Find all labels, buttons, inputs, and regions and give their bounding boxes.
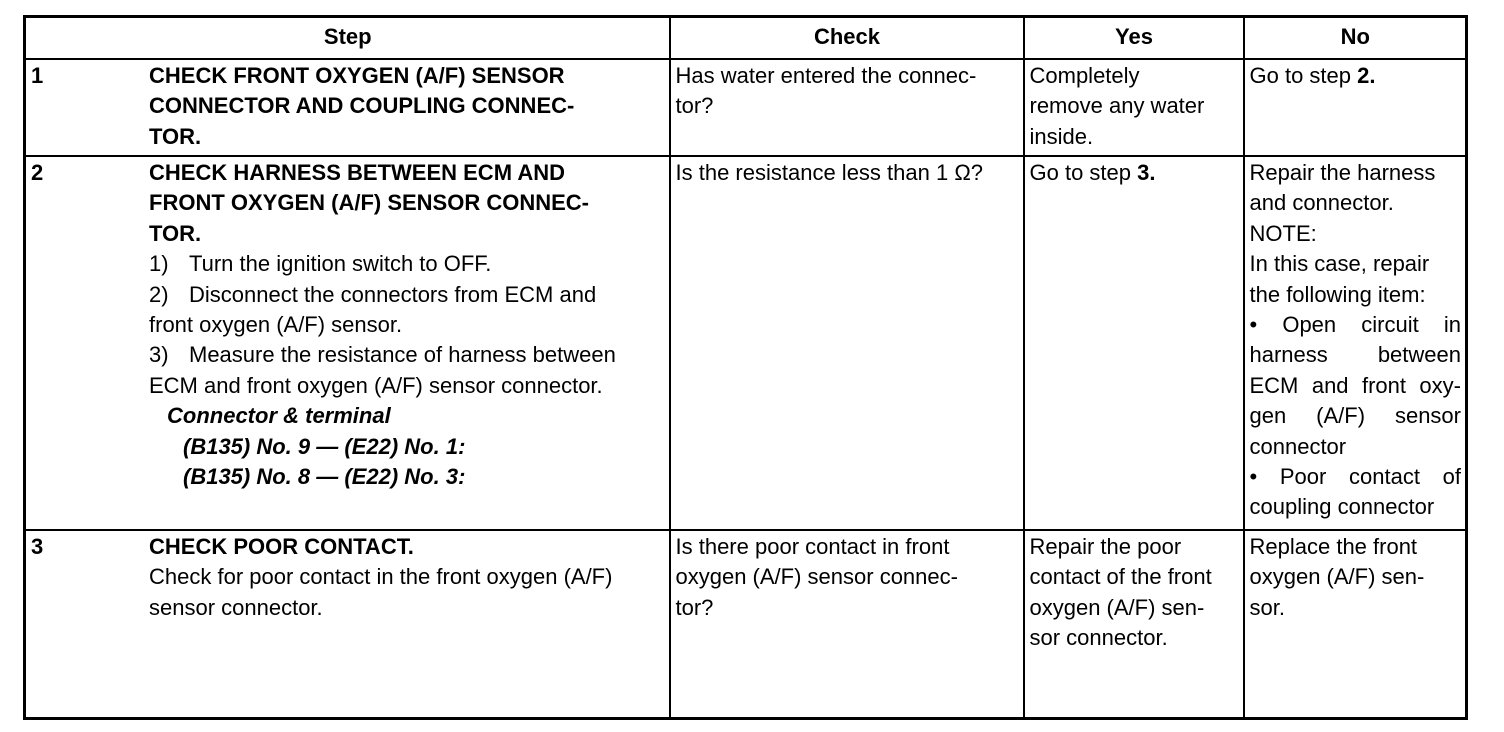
substep-text: Disconnect the connectors from ECM and: [189, 281, 597, 307]
note-line: the following item:: [1249, 281, 1426, 307]
no-suffix: .: [1369, 63, 1376, 88]
yes-line: oxygen (A/F) sen-: [1029, 594, 1205, 620]
note-line: In this case, repair: [1249, 251, 1430, 277]
no-cell: [1244, 530, 1467, 718]
step-reference: 3: [1137, 160, 1150, 185]
yes-suffix: .: [1149, 160, 1156, 185]
step-cell: [25, 59, 670, 156]
no-cell: [1244, 59, 1467, 156]
no-line: Repair the harness: [1249, 160, 1436, 185]
yes-line: contact of the front: [1029, 564, 1212, 590]
yes-cell: [1024, 530, 1244, 718]
substep-number: 2): [149, 281, 169, 307]
connector-terminal-title: Connector & terminal: [167, 403, 391, 429]
step-title: [149, 61, 665, 152]
step-title-line: FRONT OXYGEN (A/F) SENSOR CONNEC-: [149, 190, 590, 216]
step-title-line: CHECK HARNESS BETWEEN ECM AND: [149, 160, 565, 185]
step-title-line: CONNECTOR AND COUPLING CONNEC-: [149, 93, 575, 119]
note-bullet: • Open circuit in harness between ECM and front oxy-gen (A/F) sensor connector: [1249, 312, 1461, 459]
substep: [149, 280, 665, 310]
step-title: [149, 158, 665, 249]
no-text: Go to step: [1249, 63, 1358, 88]
no-line: sor.: [1249, 594, 1285, 620]
step-title-line: TOR.: [149, 220, 202, 246]
step-number: 3: [31, 534, 44, 559]
check-line: Has water entered the connec-: [675, 63, 977, 88]
substep-text: Measure the resistance of harness between: [189, 342, 616, 368]
no-line: oxygen (A/F) sen-: [1249, 564, 1425, 590]
step-reference: 2: [1357, 63, 1370, 88]
substep-text: Turn the ignition switch to OFF.: [189, 251, 492, 277]
step-text: Check for poor contact in the front oxygen (A/F): [149, 564, 613, 590]
check-line: tor?: [675, 594, 714, 620]
yes-line: Completely: [1029, 63, 1140, 88]
check-line: tor?: [675, 93, 714, 119]
note-bullet: • Poor contact of coupling connector: [1249, 464, 1461, 520]
yes-cell: [1024, 156, 1244, 530]
check-line: oxygen (A/F) sensor connec-: [675, 564, 958, 590]
substep-text: ECM and front oxygen (A/F) sensor connector.: [149, 372, 603, 398]
step-title-line: TOR.: [149, 123, 202, 149]
table-row: [25, 530, 1467, 718]
substep-list: [149, 249, 665, 401]
step-body: [149, 532, 665, 623]
step-cell: [25, 156, 670, 530]
step-number: 1: [31, 63, 44, 88]
yes-cell: [1024, 59, 1244, 156]
no-line: Replace the front: [1249, 534, 1418, 559]
yes-line: sor connector.: [1029, 625, 1168, 651]
header-no: No: [1244, 17, 1467, 60]
substep: [149, 340, 665, 370]
header-step: Step: [25, 17, 670, 60]
header-check: Check: [670, 17, 1024, 60]
substep-text: front oxygen (A/F) sensor.: [149, 312, 403, 338]
yes-line: inside.: [1029, 123, 1094, 149]
header-yes: Yes: [1024, 17, 1244, 60]
connector-terminal-item: (B135) No. 9 — (E22) No. 1:: [183, 433, 466, 459]
check-cell: [670, 156, 1024, 530]
header-row: [25, 17, 1467, 60]
check-cell: [670, 59, 1024, 156]
note-label: NOTE:: [1249, 220, 1317, 246]
table-row: [25, 156, 1467, 530]
no-line: and connector.: [1249, 190, 1394, 216]
step-cell: [25, 530, 670, 718]
check-line: Is there poor contact in front: [675, 534, 950, 559]
substep: [149, 249, 665, 279]
step-text: sensor connector.: [149, 594, 323, 620]
yes-line: Repair the poor: [1029, 534, 1182, 559]
table-row: [25, 59, 1467, 156]
substep-number: 3): [149, 342, 169, 368]
check-line: Is the resistance less than 1 Ω?: [675, 160, 983, 185]
yes-text: Go to step: [1029, 160, 1138, 185]
step-number: 2: [31, 160, 44, 185]
connector-terminal-item: (B135) No. 8 — (E22) No. 3:: [183, 464, 466, 490]
step-title: CHECK POOR CONTACT.: [149, 534, 414, 559]
no-cell: [1244, 156, 1467, 530]
step-body: [149, 158, 665, 492]
substep-number: 1): [149, 251, 169, 277]
step-title-line: CHECK FRONT OXYGEN (A/F) SENSOR: [149, 63, 565, 88]
yes-line: remove any water: [1029, 93, 1205, 119]
check-cell: [670, 530, 1024, 718]
diagnostic-table: [23, 15, 1468, 720]
